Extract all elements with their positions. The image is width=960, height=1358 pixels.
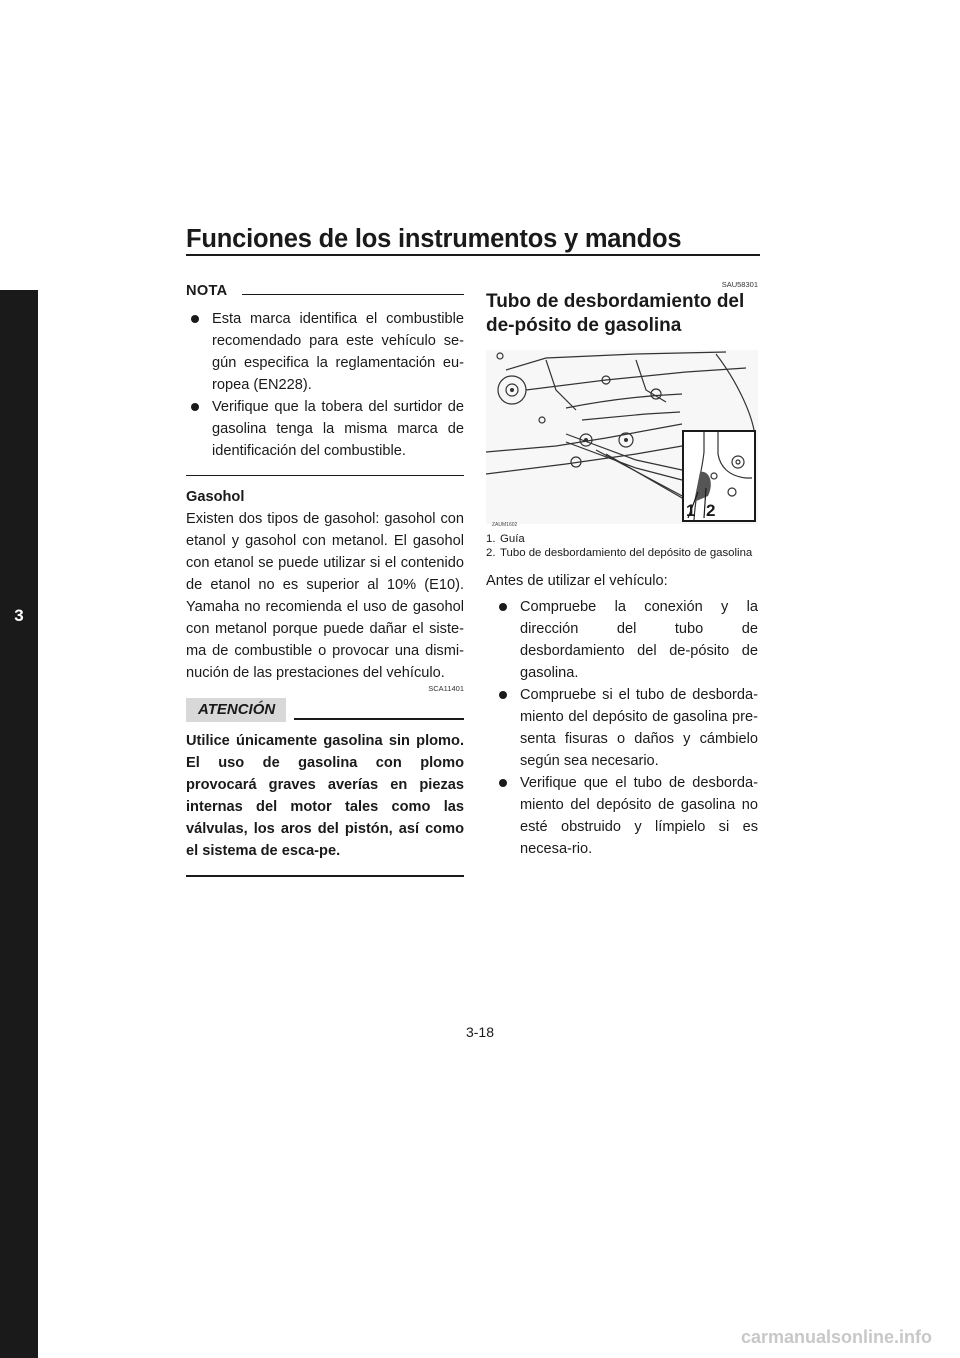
page-title: Funciones de los instrumentos y mandos xyxy=(186,225,682,253)
gasohol-paragraph: Existen dos tipos de gasohol: gasohol con etanol y gasohol con metanol. El gasohol con etanol se puede utilizar si el contenido de etanol no es superior al 10% (E10). Yamaha no recomienda el uso de gasohol con metanol porque puede dañar el siste-ma de combustible o provocar una dismi-nución de las prestaciones del vehículo. xyxy=(186,511,464,681)
caution-label: ATENCIÓN xyxy=(186,698,286,722)
caption-number: 1. xyxy=(486,533,496,545)
caption-text: Tubo de desbordamiento del depósito de gasolina xyxy=(500,547,753,559)
check-list xyxy=(486,596,758,860)
chapter-number: 3 xyxy=(14,606,24,625)
caption-number: 2. xyxy=(486,547,496,559)
section-title: Tubo de desbordamiento del de-pósito de gasolina xyxy=(486,291,745,336)
note-heading xyxy=(186,280,464,304)
caution-heading xyxy=(186,696,464,726)
figure-captions xyxy=(486,532,758,560)
note-rule xyxy=(242,294,464,295)
intro-paragraph: Antes de utilizar el vehículo: xyxy=(486,573,668,589)
caption-item xyxy=(486,546,758,560)
page-number: 3-18 xyxy=(465,1024,495,1040)
note-label: NOTA xyxy=(186,283,228,299)
header-rule xyxy=(186,254,760,256)
figure-label-2: 2 xyxy=(706,501,716,520)
caution-paragraph: Utilice únicamente gasolina sin plomo. El uso de gasolina con plomo provocará graves averías en piezas internas del motor tales como las válvulas, los aros del pistón, así como el sistema de esca-pe. xyxy=(186,733,464,859)
note-list xyxy=(186,308,464,462)
caution-code: SCA11401 xyxy=(428,684,464,693)
figure-label-1: 1 xyxy=(686,501,696,520)
caption-item xyxy=(486,532,758,546)
right-column xyxy=(486,280,758,860)
left-column xyxy=(186,280,464,877)
check-item: Compruebe si el tubo de desborda-miento del depósito de gasolina pre-senta fisuras o daños y cámbielo según sea necesario. xyxy=(486,684,758,772)
figure-code: ZAUM1602 xyxy=(492,522,518,528)
chapter-tab xyxy=(0,290,38,1358)
fuel-overflow-hose-illustration xyxy=(486,350,758,528)
caution-rule xyxy=(294,718,464,720)
watermark: carmanualsonline.info xyxy=(740,1327,932,1347)
note-end-rule xyxy=(186,475,464,476)
gasohol-heading: Gasohol xyxy=(186,489,245,505)
check-item: Verifique que el tubo de desborda-miento del depósito de gasolina no esté obstruido y límpielo si es necesa-rio. xyxy=(486,772,758,860)
note-item: Verifique que la tobera del surtidor de gasolina tenga la misma marca de identificación del combustible. xyxy=(186,396,464,462)
check-item: Compruebe la conexión y la dirección del tubo de desbordamiento del de-pósito de gasolina. xyxy=(486,596,758,684)
page-header xyxy=(186,224,760,254)
caution-end-rule xyxy=(186,875,464,877)
note-item: Esta marca identifica el combustible recomendado para este vehículo se-gún especifica la reglamentación eu-ropea (EN228). xyxy=(186,308,464,396)
caption-text: Guía xyxy=(500,533,525,545)
section-code: SAU58301 xyxy=(721,280,758,289)
